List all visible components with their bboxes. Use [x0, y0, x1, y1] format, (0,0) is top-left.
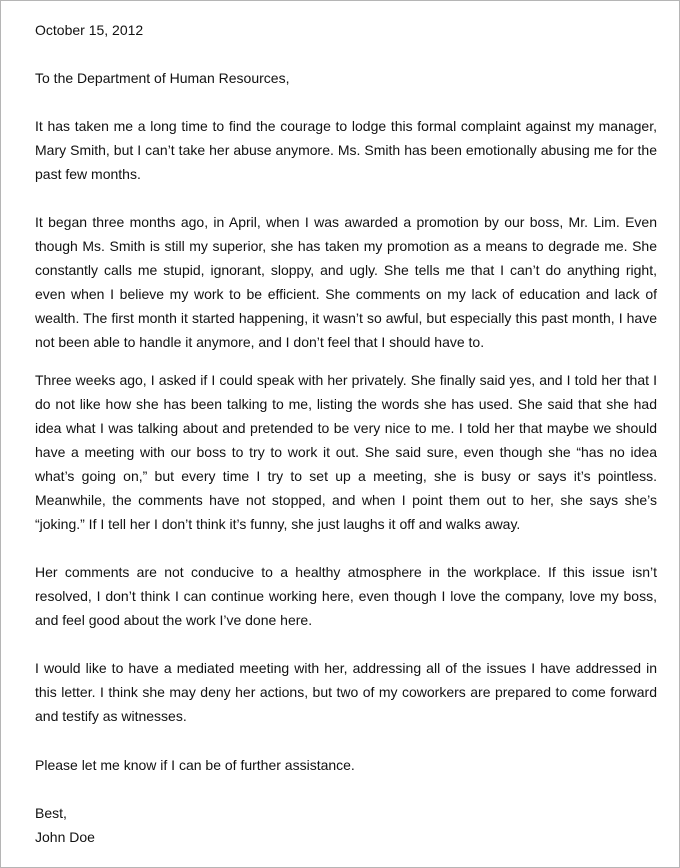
paragraph-line: I would like to have a mediated meeting with her, addressing all of the issues I have addressed in — [35, 660, 657, 676]
paragraph-line: Three weeks ago, I asked if I could speak with her privately. She finally said yes, and I told her that I — [35, 372, 657, 388]
letter-paragraph — [35, 210, 657, 354]
paragraph-line: not been able to handle it anymore, and I don’t feel that I should have to. — [35, 334, 485, 350]
closing-text: Best, — [35, 805, 67, 821]
letter-paragraph — [35, 114, 657, 186]
paragraph-line: have a meeting with our boss to try to work it out. She said sure, even though she “has no idea — [35, 444, 657, 460]
paragraph-line: Meanwhile, the comments have not stopped, and when I point them out to her, she says she’s — [35, 492, 657, 508]
paragraph-line: It has taken me a long time to find the courage to lodge this formal complaint against my manager, — [35, 118, 657, 134]
paragraph-line: idea what I was talking about and pretended to be very nice to me. I told her that maybe we should — [35, 420, 657, 436]
letter-paragraph — [35, 656, 657, 728]
letter-date — [35, 18, 657, 42]
paragraph-line: do not like how she has been talking to me, listing the words she has used. She said that she had — [35, 396, 657, 412]
date-text: October 15, 2012 — [35, 22, 144, 38]
paragraph-line: though Ms. Smith is still my superior, she has taken my promotion as a means to degrade me. She — [35, 238, 657, 254]
salutation-text: To the Department of Human Resources, — [35, 70, 290, 86]
paragraph-line: Please let me know if I can be of further assistance. — [35, 757, 355, 773]
paragraph-line: It began three months ago, in April, when I was awarded a promotion by our boss, Mr. Lim. Even — [35, 214, 657, 230]
letter-paragraph — [35, 368, 657, 536]
paragraph-line: “joking.” If I tell her I don’t think it’s funny, she just laughs it off and walks away. — [35, 516, 521, 532]
letter-closing — [35, 801, 657, 849]
paragraph-line: Mary Smith, but I can’t take her abuse anymore. Ms. Smith has been emotionally abusing me for the — [35, 142, 657, 158]
paragraph-line: constantly calls me stupid, ignorant, sloppy, and ugly. She tells me that I can’t do anything right, — [35, 262, 657, 278]
letter-paragraph — [35, 753, 657, 777]
paragraph-line: and feel good about the work I’ve done here. — [35, 612, 313, 628]
letter-paragraph — [35, 560, 657, 632]
paragraph-line: and testify as witnesses. — [35, 708, 187, 724]
paragraph-line: wealth. The first month it started happening, it wasn’t so awful, but especially this past month, I have — [35, 310, 657, 326]
signature-text: John Doe — [35, 829, 95, 845]
paragraph-line: resolved, I don’t think I can continue working here, even though I love the company, love my boss, — [35, 588, 657, 604]
paragraph-line: past few months. — [35, 166, 141, 182]
paragraph-line: Her comments are not conducive to a healthy atmosphere in the workplace. If this issue isn’t — [35, 564, 657, 580]
paragraph-line: even when I believe my work to be efficient. She comments on my lack of education and lack of — [35, 286, 657, 302]
paragraph-line: this letter. I think she may deny her actions, but two of my coworkers are prepared to come forward — [35, 684, 657, 700]
letter-salutation — [35, 66, 657, 90]
paragraph-line: what’s going on,” but every time I try to set up a meeting, she is busy or says it’s pointless. — [35, 468, 657, 484]
